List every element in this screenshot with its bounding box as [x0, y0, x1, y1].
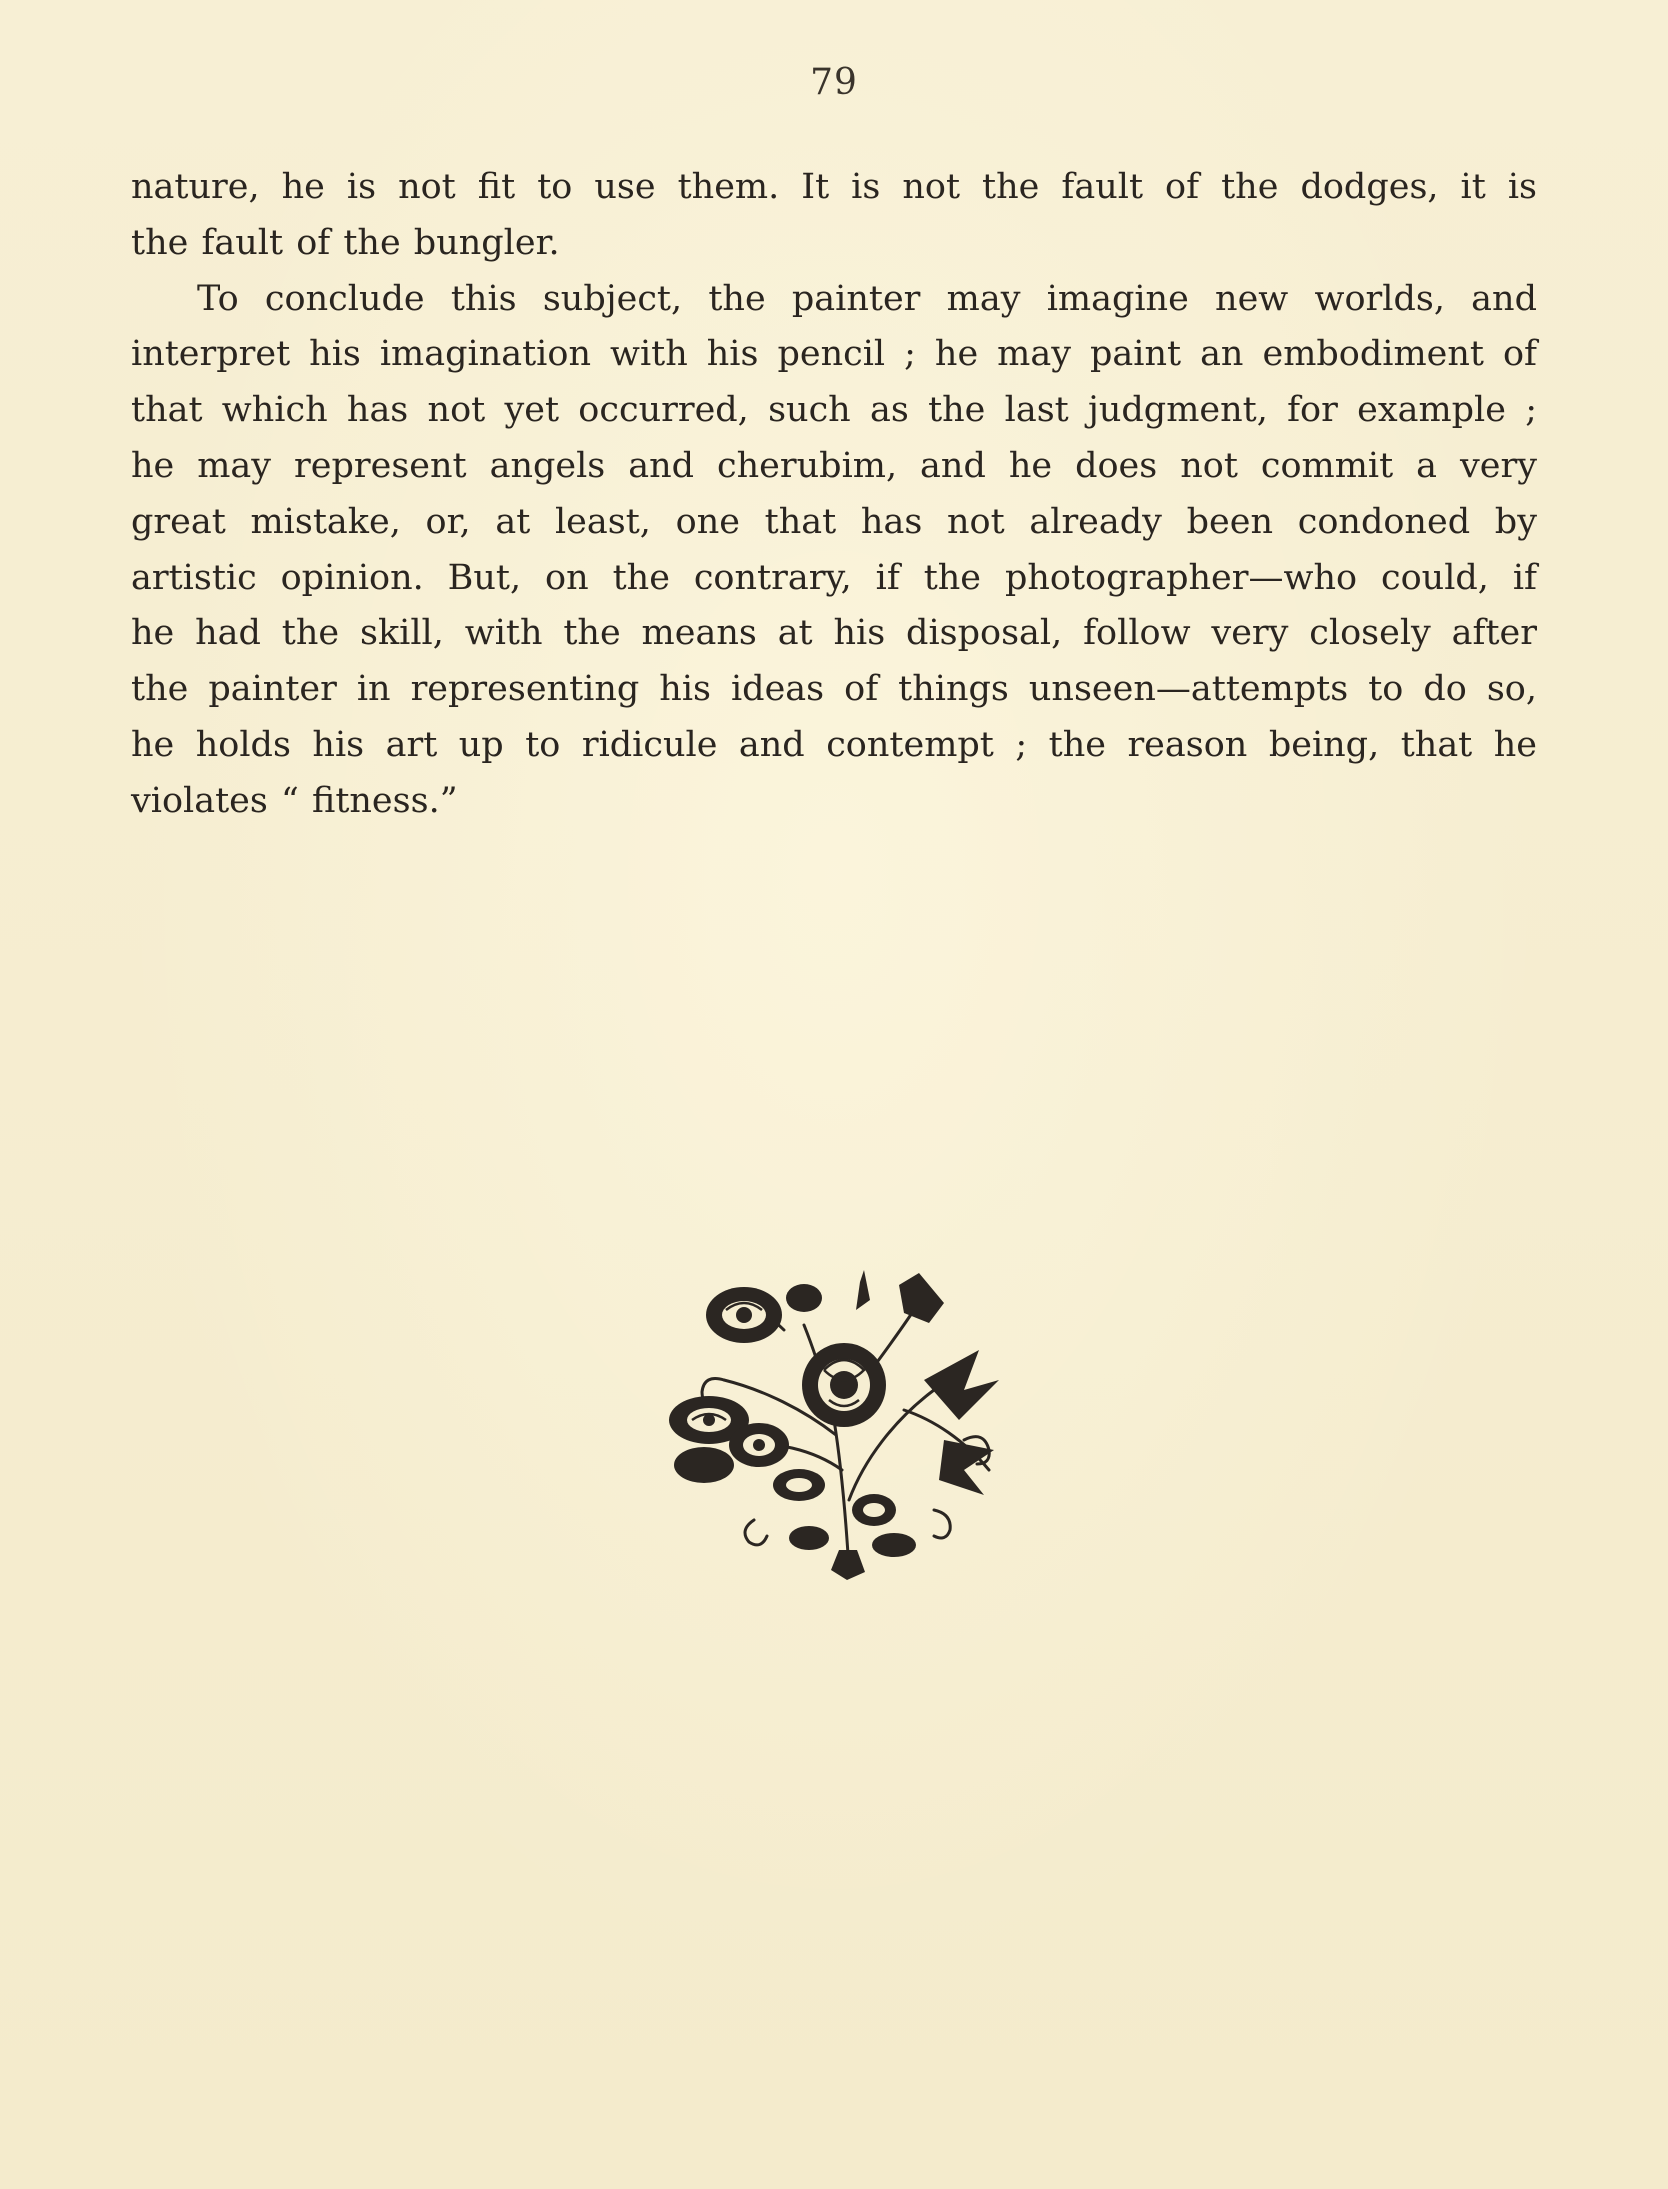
text-line: he may represent angels and cherubim, and he does not commit a very — [131, 445, 1537, 486]
text-line: the fault of the bungler. — [131, 222, 560, 263]
text-line: that which has not yet occurred, such as the last judgment, for example ; — [131, 390, 1537, 431]
page-number: 79 — [810, 62, 858, 103]
text-line: he holds his art up to ridicule and contempt ; the reason being, that he — [131, 724, 1537, 765]
floral-tailpiece-icon — [664, 1270, 1034, 1580]
text-line: great mistake, or, at least, one that has not already been condoned by — [131, 501, 1537, 542]
text-line: nature, he is not fit to use them. It is not the fault of the dodges, it is — [131, 167, 1537, 207]
text-line: interpret his imagination with his pencil ; he may paint an embodiment of — [131, 334, 1537, 375]
text-line: To conclude this subject, the painter may imagine new worlds, and — [197, 278, 1537, 319]
text-line: the painter in representing his ideas of things unseen—attempts to do so, — [131, 669, 1537, 710]
paragraph — [131, 272, 1537, 830]
text-line: he had the skill, with the means at his disposal, follow very closely after — [131, 613, 1537, 654]
paragraph — [131, 160, 1537, 272]
text-line: violates “ fitness.” — [131, 780, 458, 821]
text-line: artistic opinion. But, on the contrary, if the photographer—who could, if — [131, 557, 1537, 598]
body-text — [131, 160, 1537, 830]
